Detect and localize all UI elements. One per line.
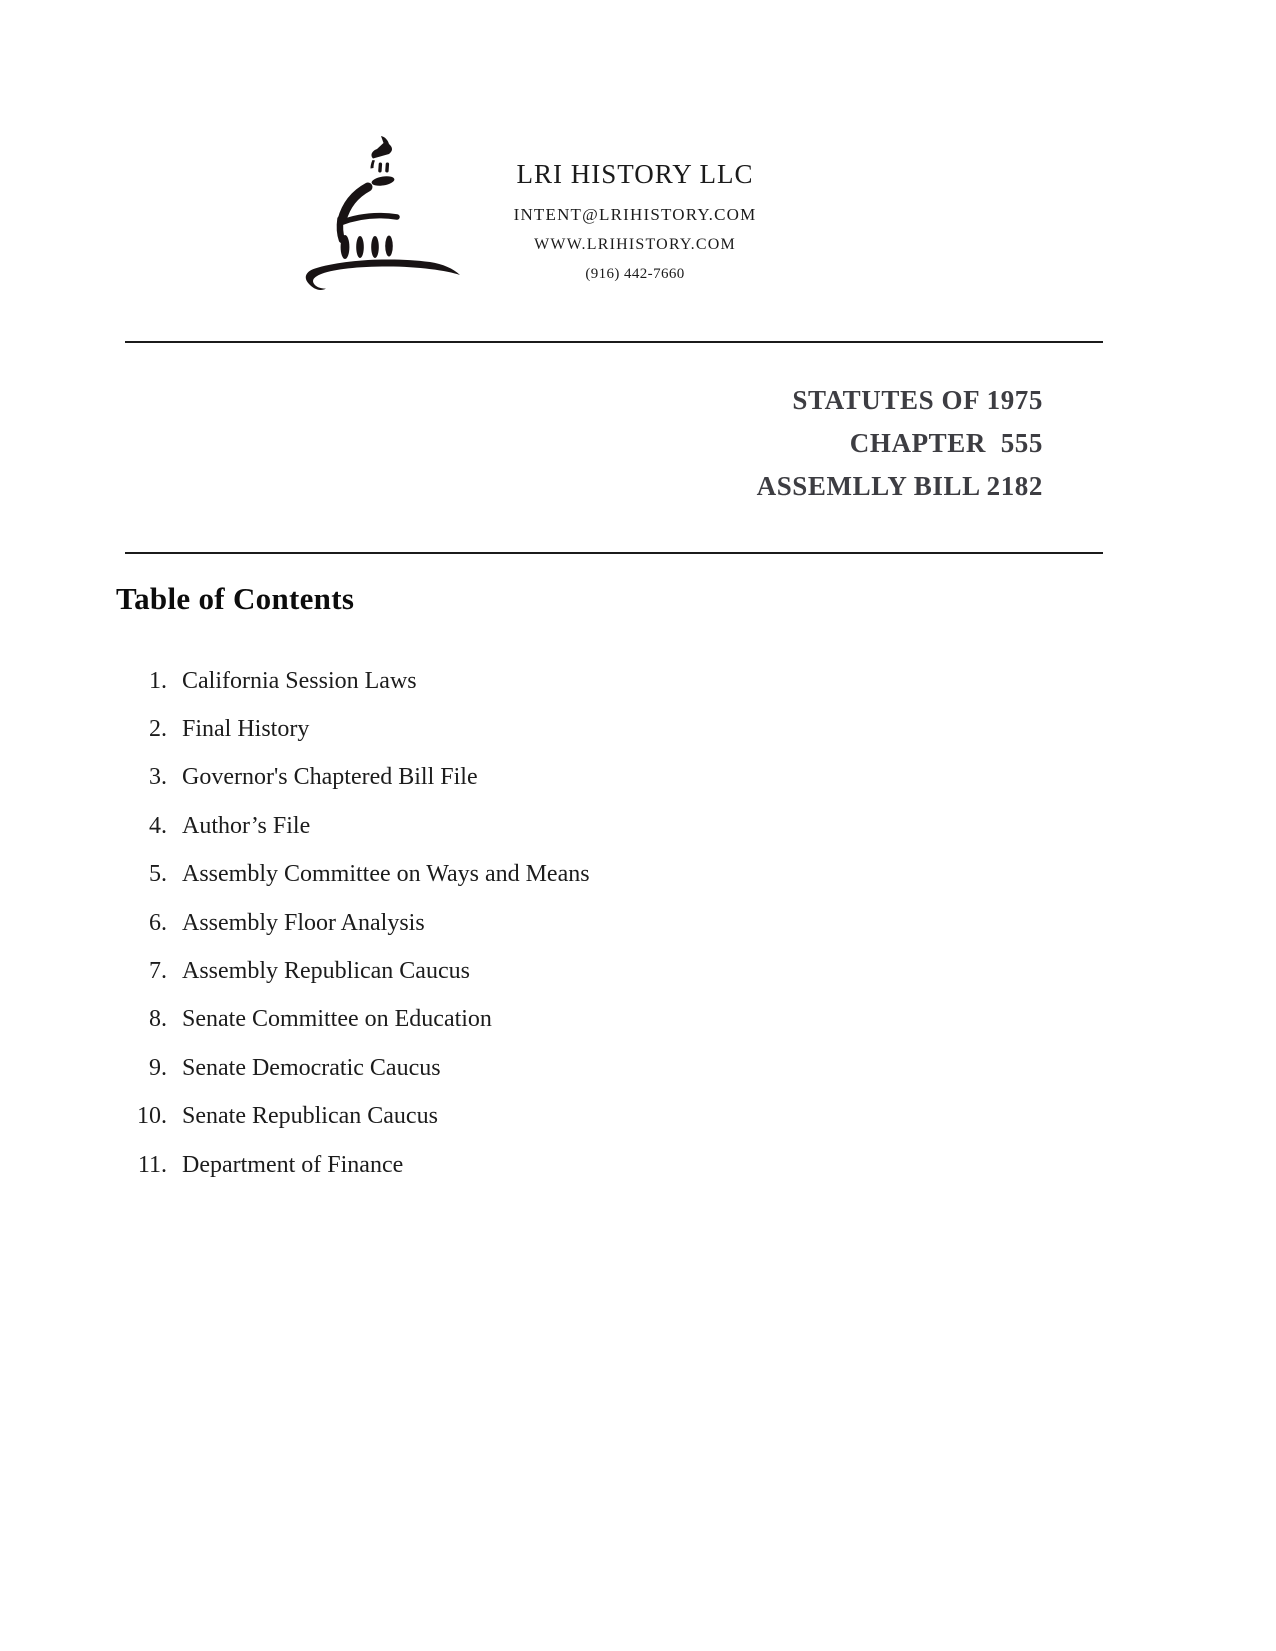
toc-item-label: California Session Laws (182, 667, 417, 694)
toc-item-number: 10. (137, 1103, 167, 1130)
toc-item-number: 3. (149, 764, 167, 791)
toc-item-number: 4. (149, 812, 167, 839)
letterhead (335, 157, 935, 284)
toc-item-label: Assembly Floor Analysis (182, 909, 425, 936)
toc-heading: Table of Contents (116, 581, 355, 616)
toc-item (100, 754, 590, 802)
toc-item-number: 5. (149, 861, 167, 888)
toc-item-number: 2. (149, 716, 167, 743)
toc-item-label: Final History (182, 716, 310, 743)
toc-item-number: 6. (149, 909, 167, 936)
toc-item-label: Assembly Committee on Ways and Means (182, 861, 590, 888)
toc-item-label: Department of Finance (182, 1151, 404, 1178)
toc-item (100, 899, 590, 947)
toc-item (100, 705, 590, 753)
company-phone: (916) 442-7660 (585, 266, 685, 282)
toc-item-label: Senate Committee on Education (182, 1006, 492, 1033)
toc-item (100, 1141, 590, 1189)
chapter-line: CHAPTER 555 (849, 428, 1043, 458)
toc-item-label: Author’s File (182, 812, 311, 839)
toc-item (100, 1044, 590, 1092)
divider-bottom (125, 552, 1103, 554)
divider-top (125, 341, 1103, 343)
company-website: WWW.LRIHISTORY.COM (534, 236, 736, 253)
toc-item (100, 947, 590, 995)
toc-item (100, 802, 590, 850)
toc-item-number: 8. (149, 1006, 167, 1033)
toc-item (100, 851, 590, 899)
document-title-block (757, 379, 1043, 508)
toc-item-label: Governor's Chaptered Bill File (182, 764, 478, 791)
toc-item-number: 1. (149, 667, 167, 694)
toc-item (100, 996, 590, 1044)
toc-item-number: 11. (137, 1151, 167, 1178)
toc-item-number: 7. (149, 958, 167, 985)
toc-item (100, 1093, 590, 1141)
toc-item (100, 657, 590, 705)
company-email: INTENT@LRIHISTORY.COM (513, 205, 757, 224)
toc-list (100, 657, 590, 1189)
toc-item-label: Senate Republican Caucus (182, 1103, 438, 1130)
statutes-line: STATUTES OF 1975 (792, 385, 1043, 415)
toc-item-label: Assembly Republican Caucus (182, 958, 470, 985)
company-name: LRI HISTORY LLC (516, 159, 754, 189)
toc-item-label: Senate Democratic Caucus (182, 1054, 441, 1081)
assembly-bill-line: ASSEMLLY BILL 2182 (756, 471, 1043, 501)
toc-item-number: 9. (149, 1054, 167, 1081)
